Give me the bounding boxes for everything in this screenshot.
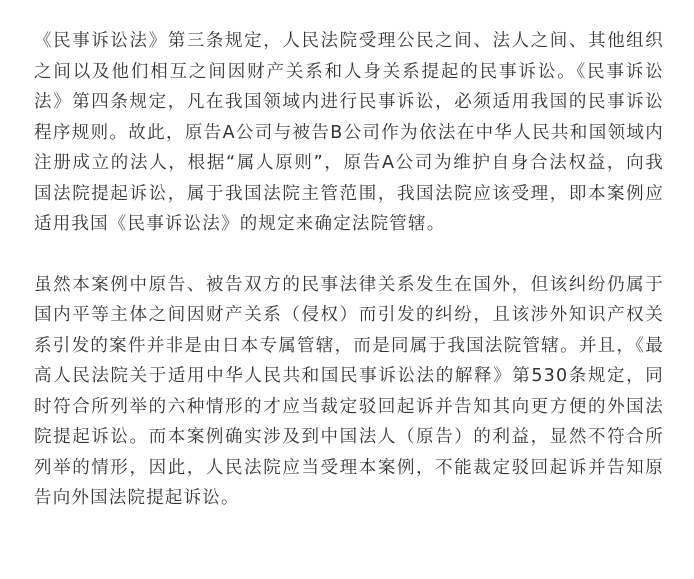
paragraph-1: 《民事诉讼法》第三条规定，人民法院受理公民之间、法人之间、其他组织之间以及他们相互之间因财产关系和人身关系提起的民事诉讼。《民事诉讼法》第四条规定，凡在我国领域内进行民事诉讼，必须适用我国的民事诉讼程序规则。故此，原告A公司与被告B公司作为依法在中华人民共和国领域内注册成立的法人，根据“属人原则”，原告A公司为维护自身合法权益，向我国法院提起诉讼，属于我国法院主管范围，我国法院应该受理，即本案例应适用我国《民事诉讼法》的规定来确定法院管辖。 (34, 31, 664, 234)
article-body (34, 26, 664, 514)
paragraph-spacer (34, 240, 664, 270)
paragraph-2: 虽然本案例中原告、被告双方的民事法律关系发生在国外，但该纠纷仍属于国内平等主体之间因财产关系（侵权）而引发的纠纷，且该涉外知识产权关系引发的案件并非是由日本专属管辖，而是同属于我国法院管辖。并且，《最高人民法院关于适用中华人民共和国民事诉讼法的解释》第530条规定，同时符合所列举的六种情形的才应当裁定驳回起诉并告知其向更方便的外国法院提起诉讼。而本案例确实涉及到中国法人（原告）的利益，显然不符合所列举的情形，因此，人民法院应当受理本案例，不能裁定驳回起诉并告知原告向外国法院提起诉讼。 (34, 274, 664, 508)
